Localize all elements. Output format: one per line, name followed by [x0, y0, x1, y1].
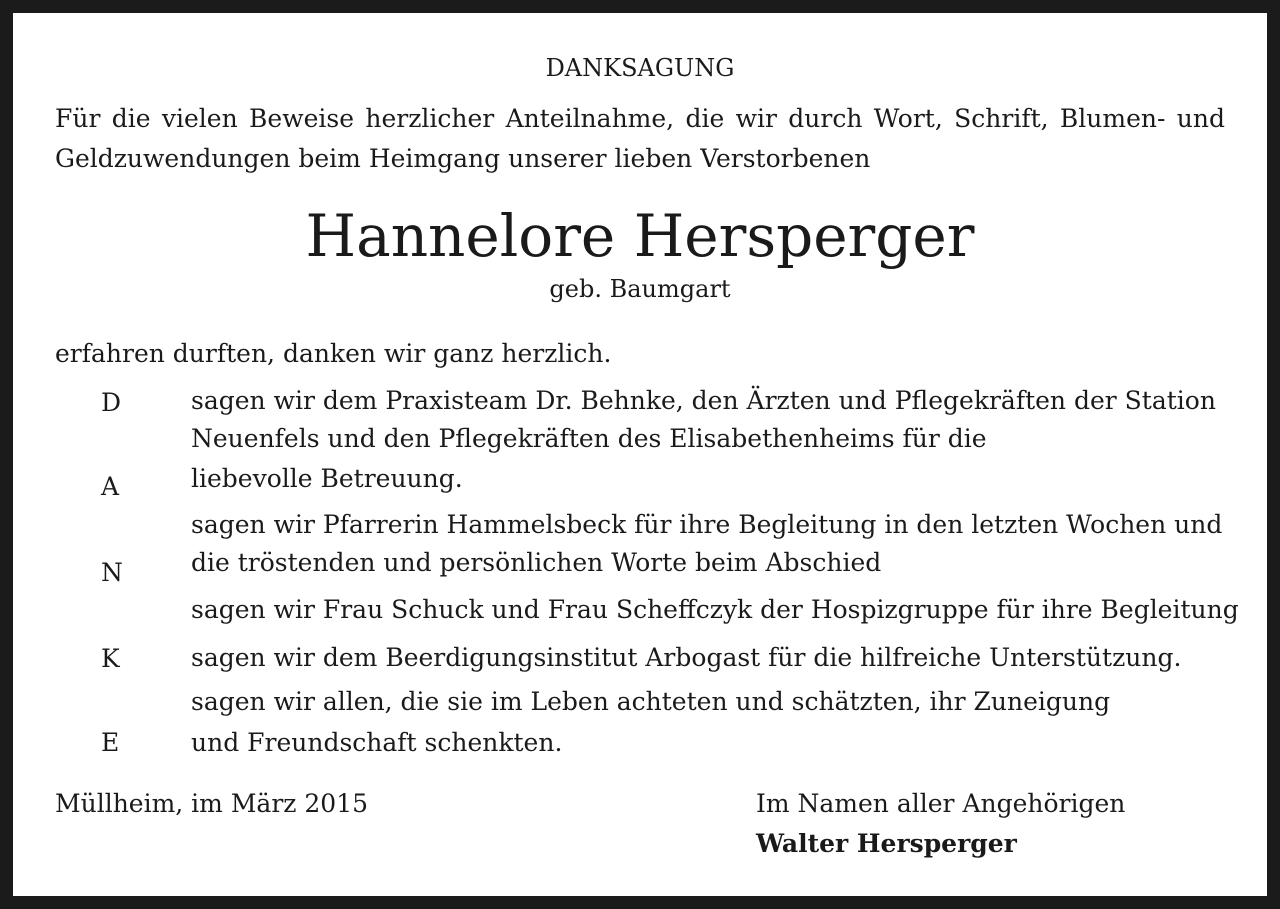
acrostic-letter: A: [101, 472, 120, 501]
acrostic-letter: D: [101, 388, 122, 417]
deceased-maiden-name: geb. Baumgart: [549, 275, 731, 303]
thanks-line: sagen wir dem Praxisteam Dr. Behnke, den Ärzten und Pflegekräften der Station: [191, 386, 1216, 415]
thanks-line: sagen wir dem Beerdigungsinstitut Arbogast für die hilfreiche Unterstützung.: [191, 643, 1182, 672]
closing-line: erfahren durften, danken wir ganz herzlich.: [55, 339, 612, 368]
acrostic-letter: N: [101, 558, 123, 587]
obituary-notice: [13, 13, 1267, 896]
thanks-line: sagen wir allen, die sie im Leben achteten und schätzten, ihr Zuneigung: [191, 687, 1111, 716]
thanks-line: liebevolle Betreuung.: [191, 464, 463, 493]
acrostic-letter: E: [101, 728, 120, 757]
thanks-line: Neuenfels und den Pflegekräften des Elisabethenheims für die: [191, 424, 987, 453]
thanks-line: und Freundschaft schenkten.: [191, 728, 563, 757]
place-date: Müllheim, im März 2015: [55, 789, 369, 818]
signature-phrase: Im Namen aller Angehörigen: [756, 789, 1126, 818]
intro-paragraph: Für die vielen Beweise herzlicher Anteilnahme, die wir durch Wort, Schrift, Blumen- und Geldzuwendungen beim Heimgang unserer lieben Verstorbenen: [55, 104, 1225, 173]
signature-name: Walter Hersperger: [756, 829, 1017, 858]
thanks-line: die tröstenden und persönlichen Worte beim Abschied: [191, 548, 882, 577]
acrostic-letter: K: [101, 644, 120, 673]
notice-heading: DANKSAGUNG: [545, 54, 735, 82]
deceased-name: Hannelore Hersperger: [305, 202, 975, 270]
thanks-line: sagen wir Frau Schuck und Frau Scheffczyk der Hospizgruppe für ihre Begleitung: [191, 595, 1239, 624]
thanks-line: sagen wir Pfarrerin Hammelsbeck für ihre Begleitung in den letzten Wochen und: [191, 510, 1223, 539]
